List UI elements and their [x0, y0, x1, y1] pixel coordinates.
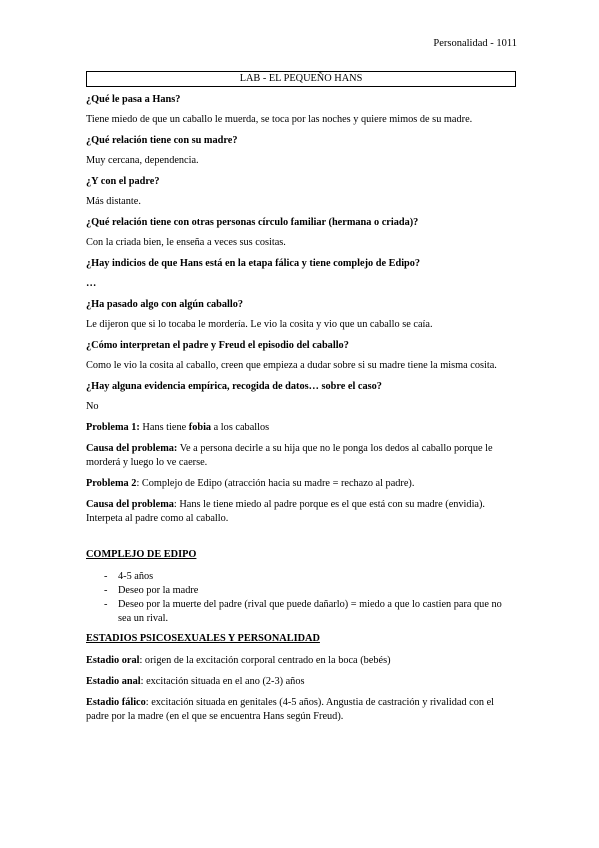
dash-bullet-icon: - [104, 571, 108, 582]
answer-7: Como le vio la cosita al caballo, creen que empieza a dudar sobre si su madre tiene la misma cosita. [86, 360, 497, 371]
edipo-list [86, 570, 516, 626]
problem-1-bold: fobia [188, 422, 212, 433]
answer-1: Tiene miedo de que un caballo le muerda, se toca por las noches y quiere mimos de su madre. [86, 114, 473, 125]
edipo-section-title: COMPLEJO DE EDIPO [86, 549, 197, 560]
estadio-falico-label: Estadio fálico [86, 697, 146, 708]
problem-1-text-b: a los caballos [211, 422, 270, 433]
course-header: Personalidad - 1011 [433, 38, 517, 49]
answer-3: Más distante. [86, 196, 141, 207]
question-3: ¿Y con el padre? [86, 176, 160, 187]
edipo-item: - Deseo por la muerte del padre (rival que puede dañarlo) = miedo a que lo castien para que no sea un rival. [104, 599, 502, 624]
cause-2 [86, 498, 516, 526]
problem-2 [86, 477, 516, 491]
cause-2-label: Causa del problema [86, 499, 174, 510]
cause-1 [86, 442, 516, 470]
cause-1-text: Ve a persona decirle a su hija que no le ponga los dedos al caballo porque le morderá y luego lo ve caerse. [86, 443, 493, 468]
problem-1 [86, 421, 516, 435]
problem-2-text: : Complejo de Edipo (atracción hacia su madre = rechazo al padre). [136, 478, 415, 489]
answer-6: Le dijeron que si lo tocaba le mordería. Le vio la cosita y vio que un caballo se caía. [86, 319, 433, 330]
question-2: ¿Qué relación tiene con su madre? [86, 135, 238, 146]
problem-1-text-a: Hans tiene [139, 422, 189, 433]
edipo-item: - Deseo por la madre [104, 585, 199, 596]
estadio-anal [86, 675, 516, 689]
problem-2-label: Problema 2 [86, 478, 137, 489]
estadio-anal-label: Estadio anal [86, 676, 141, 687]
answer-4: Con la criada bien, le enseña a veces sus cositas. [86, 237, 286, 248]
estadio-falico [86, 696, 516, 724]
problem-1-label: Problema 1: [86, 422, 140, 433]
estadio-anal-text: : excitación situada en el ano (2-3) años [140, 676, 305, 687]
cause-2-text: : Hans le tiene miedo al padre porque es el que está con su madre (envidia). Interpeta al padre como al caballo. [86, 499, 486, 524]
question-4: ¿Qué relación tiene con otras personas círculo familiar (hermana o criada)? [86, 217, 419, 228]
document-title: LAB - EL PEQUEÑO HANS [86, 71, 516, 87]
cause-1-label: Causa del problema: [86, 443, 178, 454]
estadio-oral-label: Estadio oral [86, 655, 140, 666]
answer-5: … [86, 278, 97, 289]
question-7: ¿Cómo interpretan el padre y Freud el episodio del caballo? [86, 340, 349, 351]
estadio-falico-text: : excitación situada en genitales (4-5 años). Angustia de castración y rivalidad con el padre por la madre (en el que se encuentra Hans según Freud). [86, 697, 495, 722]
estadios-section-title: ESTADIOS PSICOSEXUALES Y PERSONALIDAD [86, 633, 320, 644]
question-1: ¿Qué le pasa a Hans? [86, 94, 181, 105]
estadio-oral [86, 654, 516, 668]
document-body [86, 71, 516, 731]
answer-8: No [86, 401, 99, 412]
estadio-oral-text: : origen de la excitación corporal centrado en la boca (bebés) [139, 655, 391, 666]
question-6: ¿Ha pasado algo con algún caballo? [86, 299, 244, 310]
question-5: ¿Hay indicios de que Hans está en la etapa fálica y tiene complejo de Edipo? [86, 258, 421, 269]
dash-bullet-icon: - [104, 585, 108, 596]
edipo-item: - 4-5 años [104, 571, 154, 582]
question-8: ¿Hay alguna evidencia empírica, recogida de datos… sobre el caso? [86, 381, 382, 392]
dash-bullet-icon: - [104, 599, 108, 610]
answer-2: Muy cercana, dependencia. [86, 155, 199, 166]
